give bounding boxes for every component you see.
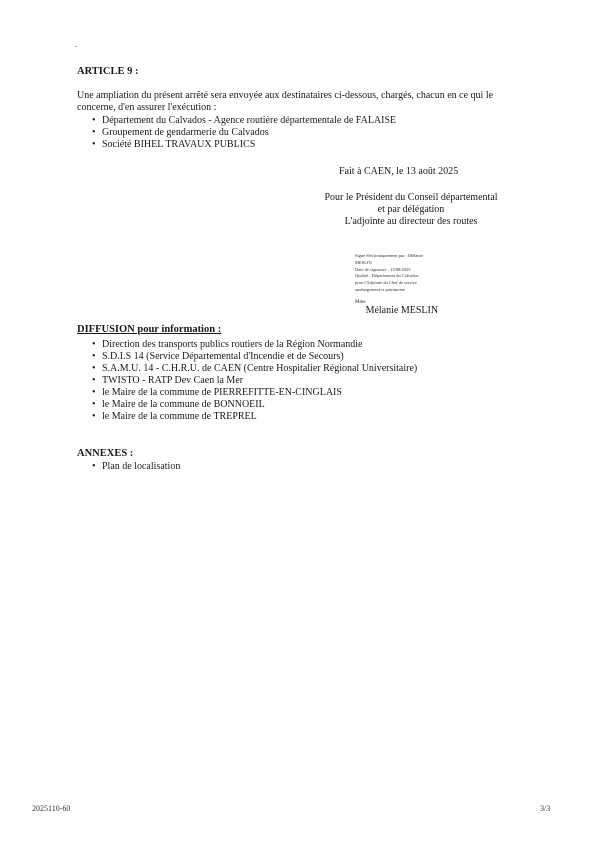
list-item: • S.A.M.U. 14 - C.H.R.U. de CAEN (Centre Hospitalier Régional Universitaire) bbox=[77, 363, 417, 375]
article-heading: ARTICLE 9 : bbox=[77, 66, 139, 77]
list-item: • le Maire de la commune de BONNOEIL bbox=[77, 399, 417, 411]
signature-meta-line: Signé électroniquement par : Mélanie bbox=[355, 253, 423, 258]
signatory-name: Mélanie MESLIN bbox=[365, 305, 439, 316]
annexes-heading: ANNEXES : bbox=[77, 448, 134, 459]
signature-meta-line: MESLIN bbox=[355, 259, 372, 265]
page-number: 3/3 bbox=[540, 804, 551, 813]
list-item: • Groupement de gendarmerie du Calvados bbox=[77, 127, 396, 139]
signature-meta-line: aménagement et patrimoine bbox=[355, 286, 405, 292]
signature-meta-line: Qualité : Département du Calvados bbox=[355, 273, 419, 279]
electronic-signature-metadata bbox=[355, 253, 423, 294]
list-item: • le Maire de la commune de TREPREL bbox=[77, 411, 417, 423]
list-item: • Société BIHEL TRAVAUX PUBLICS bbox=[77, 139, 396, 151]
signatory-prefix: Mme bbox=[355, 300, 366, 305]
diffusion-list bbox=[77, 339, 417, 423]
diffusion-heading: DIFFUSION pour information : bbox=[77, 324, 222, 335]
list-item: • S.D.I.S 14 (Service Départemental d'Incendie et de Secours) bbox=[77, 351, 417, 363]
article-paragraph-line-2: concerne, d'en assurer l'exécution : bbox=[77, 102, 217, 113]
list-item: • TWISTO - RATP Dev Caen la Mer bbox=[77, 375, 417, 387]
place-date: Fait à CAEN, le 13 août 2025 bbox=[339, 166, 459, 177]
footer-reference: 2025110-60 bbox=[32, 804, 71, 813]
article-recipient-list bbox=[77, 115, 396, 151]
signature-meta-line: pour l'Adjointe du Chef de service bbox=[355, 280, 417, 286]
header-mark: . bbox=[75, 40, 77, 49]
signature-meta-line: Date de signature : 13/08/2025 bbox=[355, 266, 411, 272]
signatory-title-line-2: et par délégation bbox=[377, 204, 445, 215]
list-item: • Direction des transports publics routiers de la Région Normandie bbox=[77, 339, 417, 351]
article-paragraph-line-1: Une ampliation du présent arrêté sera envoyée aux destinataires ci-dessous, chargés, chacun en ce qui le bbox=[77, 90, 494, 101]
article-paragraph bbox=[77, 90, 537, 114]
signatory-name-line bbox=[355, 300, 438, 318]
annexes-list bbox=[77, 461, 180, 473]
list-item: • le Maire de la commune de PIERREFITTE-EN-CINGLAIS bbox=[77, 387, 417, 399]
signatory-title-line-3: L'adjointe au directeur des routes bbox=[344, 216, 478, 227]
signatory-title bbox=[296, 192, 526, 228]
signatory-title-line-1: Pour le Président du Conseil départemental bbox=[324, 192, 498, 203]
list-item: • Plan de localisation bbox=[77, 461, 180, 473]
list-item: • Département du Calvados - Agence routière départementale de FALAISE bbox=[77, 115, 396, 127]
